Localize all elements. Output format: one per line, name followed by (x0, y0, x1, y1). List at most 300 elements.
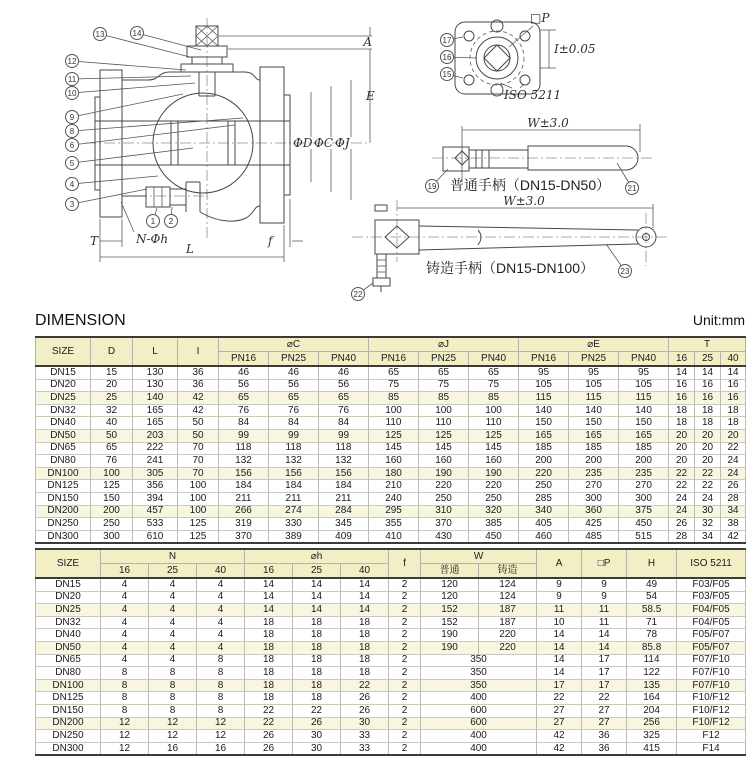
table-cell: 50 (178, 429, 219, 442)
table-cell: 46 (319, 366, 369, 379)
table-cell: 65 (91, 442, 133, 455)
table-cell: 4 (149, 578, 197, 591)
table-cell: 310 (419, 505, 469, 518)
column-sub-header: PN25 (569, 352, 619, 367)
table-cell: 17 (582, 679, 627, 692)
column-sub-header: PN25 (419, 352, 469, 367)
table-cell: 17 (537, 679, 582, 692)
dim-label-W-cast: W±3.0 (503, 194, 545, 208)
dim-label-phiJ: ΦJ (335, 136, 350, 150)
table-cell: 36 (582, 742, 627, 755)
table-cell: 610 (133, 530, 178, 543)
table-cell: 340 (519, 505, 569, 518)
table-cell: 75 (369, 379, 419, 392)
table-cell: 49 (627, 578, 677, 591)
table-cell: 85 (369, 392, 419, 405)
table-cell: 18 (341, 629, 389, 642)
dim-label-N-phi-h: N-Φh (136, 232, 169, 246)
table-cell: DN20 (36, 591, 101, 604)
table-cell: 18 (721, 404, 746, 417)
table-cell: 100 (469, 404, 519, 417)
dim-label-W-std: W±3.0 (527, 116, 569, 130)
table-cell: 22 (245, 704, 293, 717)
table-cell: 295 (369, 505, 419, 518)
right-flange (260, 67, 284, 223)
table-cell: 16 (149, 742, 197, 755)
table-cell: 270 (569, 480, 619, 493)
table-cell: 84 (269, 417, 319, 430)
table-cell: 140 (133, 392, 178, 405)
table-row (36, 629, 746, 642)
table-row (36, 704, 746, 717)
table-cell: 250 (419, 492, 469, 505)
table-cell: 250 (519, 480, 569, 493)
table-cell: 100 (369, 404, 419, 417)
column-group-header: f (389, 549, 421, 578)
table-cell: 200 (519, 455, 569, 468)
dim-label-phiC: ΦC (314, 136, 334, 150)
table-cell: 22 (245, 717, 293, 730)
table-cell: 350 (421, 679, 537, 692)
table-cell: 18 (245, 616, 293, 629)
table-cell: 10 (537, 616, 582, 629)
part-balloon-12 (66, 55, 187, 71)
table-cell: 164 (627, 692, 677, 705)
svg-text:21: 21 (627, 183, 637, 193)
svg-text:19: 19 (427, 181, 437, 191)
table-cell: 220 (519, 467, 569, 480)
table-cell: 100 (419, 404, 469, 417)
table-cell: 8 (101, 704, 149, 717)
table-cell: 156 (269, 467, 319, 480)
table-cell: 14 (341, 578, 389, 591)
table-cell: 430 (419, 530, 469, 543)
table-cell: 85.8 (627, 641, 677, 654)
part-balloon-15 (441, 68, 464, 81)
table-cell: 14 (582, 641, 627, 654)
table-cell: 76 (269, 404, 319, 417)
table-row (36, 492, 746, 505)
table-cell: 76 (91, 455, 133, 468)
table-cell: 200 (91, 505, 133, 518)
table-cell: 122 (627, 667, 677, 680)
table-cell: 12 (101, 717, 149, 730)
column-sub-header: 40 (197, 564, 245, 579)
table-cell: 18 (245, 692, 293, 705)
table-cell: 99 (319, 429, 369, 442)
handle-bolt (373, 254, 390, 292)
table-cell: 110 (469, 417, 519, 430)
table-cell: 220 (469, 480, 519, 493)
table-cell: DN100 (36, 467, 91, 480)
table-cell: 360 (569, 505, 619, 518)
iso5211-top-view (455, 11, 596, 102)
table-cell: 241 (133, 455, 178, 468)
table-cell: 204 (627, 704, 677, 717)
table-cell: 18 (293, 629, 341, 642)
part-balloon-10 (66, 83, 196, 100)
table-cell: DN40 (36, 629, 101, 642)
svg-text:6: 6 (69, 140, 75, 150)
table-cell: 125 (419, 429, 469, 442)
column-sub-header: 25 (293, 564, 341, 579)
table-cell: F07/F10 (677, 679, 746, 692)
table-cell: 394 (133, 492, 178, 505)
column-sub-header: 铸造 (479, 564, 537, 579)
table-cell: 330 (269, 518, 319, 531)
table-cell: 274 (269, 505, 319, 518)
table-cell: 28 (721, 492, 746, 505)
table-cell: 18 (245, 641, 293, 654)
column-sub-header: PN16 (519, 352, 569, 367)
table-cell: 325 (627, 730, 677, 743)
table-cell: 320 (469, 505, 519, 518)
table-cell: DN150 (36, 704, 101, 717)
column-group-header: L (133, 337, 178, 366)
table-cell: 220 (479, 629, 537, 642)
table-cell: 160 (419, 455, 469, 468)
table-cell: 24 (669, 505, 695, 518)
table-cell: 2 (389, 641, 421, 654)
table-row (36, 505, 746, 518)
table-cell: 120 (421, 591, 479, 604)
table-cell: 14 (537, 629, 582, 642)
table-cell: 25 (91, 392, 133, 405)
table-cell: 140 (519, 404, 569, 417)
svg-text:22: 22 (353, 289, 363, 299)
table-row (36, 604, 746, 617)
section-titlebar (35, 312, 745, 330)
table-row (36, 404, 746, 417)
table-cell: 24 (669, 492, 695, 505)
part-balloon-1 (147, 208, 160, 228)
svg-text:15: 15 (442, 69, 452, 79)
table-cell: 200 (569, 455, 619, 468)
table-cell: 16 (721, 392, 746, 405)
drain-plug (146, 187, 186, 207)
table-cell: 42 (537, 730, 582, 743)
table-row (36, 379, 746, 392)
part-balloon-16 (441, 51, 478, 64)
table-cell: 2 (389, 578, 421, 591)
table-cell: 152 (421, 604, 479, 617)
table-cell: 4 (101, 578, 149, 591)
table-cell: 20 (91, 379, 133, 392)
table-row (36, 530, 746, 543)
table-cell: 4 (149, 641, 197, 654)
table-cell: 56 (219, 379, 269, 392)
table-cell: 100 (178, 480, 219, 493)
dimension-title: DIMENSION (35, 312, 126, 329)
table-cell: 75 (469, 379, 519, 392)
table-cell: 140 (619, 404, 669, 417)
table-cell: 152 (421, 616, 479, 629)
table-cell: 4 (197, 616, 245, 629)
table-row (36, 455, 746, 468)
table-cell: 250 (91, 518, 133, 531)
table-cell: 8 (101, 667, 149, 680)
svg-text:9: 9 (69, 112, 75, 122)
table-row (36, 717, 746, 730)
table-cell: 200 (619, 455, 669, 468)
table-cell: 36 (178, 379, 219, 392)
table-row (36, 616, 746, 629)
table-cell: 95 (569, 366, 619, 379)
table-cell: 156 (219, 467, 269, 480)
table-cell: 150 (519, 417, 569, 430)
table-cell: 457 (133, 505, 178, 518)
svg-text:1: 1 (150, 216, 156, 226)
table-cell: 26 (245, 742, 293, 755)
table-cell: 115 (569, 392, 619, 405)
table-row (36, 641, 746, 654)
table-cell: 27 (537, 704, 582, 717)
table-cell: DN200 (36, 717, 101, 730)
table-cell: 4 (197, 604, 245, 617)
table-cell: DN25 (36, 392, 91, 405)
table-cell: 85 (419, 392, 469, 405)
table-cell: 99 (269, 429, 319, 442)
part-balloon-9 (66, 94, 184, 124)
valve-section-view (85, 18, 375, 262)
table-cell: 370 (419, 518, 469, 531)
table-cell: 300 (569, 492, 619, 505)
table-cell: 2 (389, 679, 421, 692)
table-cell: DN300 (36, 530, 91, 543)
svg-text:4: 4 (69, 179, 75, 189)
table-cell: 211 (319, 492, 369, 505)
table-cell: 130 (133, 379, 178, 392)
column-group-header: ⌀E (519, 337, 669, 352)
table-cell: 36 (178, 366, 219, 379)
table-cell: 14 (245, 578, 293, 591)
table-cell: 8 (101, 679, 149, 692)
table-cell: 8 (197, 679, 245, 692)
svg-text:2: 2 (168, 216, 174, 226)
table-cell: 14 (293, 578, 341, 591)
table-row (36, 442, 746, 455)
table-cell: 9 (582, 578, 627, 591)
cast-handle-caption: 铸造手柄（DN15-DN100） (425, 260, 595, 276)
table-cell: F05/F07 (677, 629, 746, 642)
table-cell: 40 (91, 417, 133, 430)
part-balloon-23 (606, 244, 632, 278)
table-cell: 2 (389, 692, 421, 705)
table-cell: 156 (319, 467, 369, 480)
table-cell: 4 (149, 604, 197, 617)
table-cell: 400 (421, 730, 537, 743)
table-cell: 18 (293, 667, 341, 680)
table-cell: 20 (669, 455, 695, 468)
table-cell: 12 (197, 730, 245, 743)
column-group-header: A (537, 549, 582, 578)
table-cell: 4 (101, 616, 149, 629)
table-cell: 190 (469, 467, 519, 480)
table-cell: 118 (269, 442, 319, 455)
table-cell: 12 (101, 742, 149, 755)
table-cell: 30 (293, 730, 341, 743)
table-cell: 71 (627, 616, 677, 629)
table-cell: 220 (479, 641, 537, 654)
column-sub-header: PN40 (319, 352, 369, 367)
table-cell: 370 (219, 530, 269, 543)
table-cell: DN300 (36, 742, 101, 755)
table-cell: 22 (721, 442, 746, 455)
table-cell: 22 (695, 480, 721, 493)
table-cell: 15 (91, 366, 133, 379)
table-cell: 16 (669, 379, 695, 392)
table-cell: 11 (582, 616, 627, 629)
table-cell: F07/F10 (677, 654, 746, 667)
table-cell: 9 (582, 591, 627, 604)
table-cell: 26 (293, 717, 341, 730)
table-cell: F10/F12 (677, 717, 746, 730)
table-cell: 95 (619, 366, 669, 379)
table-cell: 345 (319, 518, 369, 531)
table-cell: 24 (721, 467, 746, 480)
table-cell: 185 (569, 442, 619, 455)
table-cell: 300 (619, 492, 669, 505)
table-cell: 14 (341, 604, 389, 617)
table-cell: 30 (341, 717, 389, 730)
table-cell: 17 (582, 667, 627, 680)
dim-label-E: E (366, 89, 375, 103)
table-cell: 18 (669, 404, 695, 417)
table-cell: 4 (149, 591, 197, 604)
table-cell: 185 (619, 442, 669, 455)
part-balloon-3 (66, 189, 148, 211)
table-cell: 350 (421, 654, 537, 667)
table-cell: 18 (245, 667, 293, 680)
svg-text:11: 11 (67, 74, 77, 84)
column-group-header: W (421, 549, 537, 564)
table-cell: DN65 (36, 442, 91, 455)
table-cell: 42 (178, 404, 219, 417)
table-cell: 42 (721, 530, 746, 543)
table-cell: 4 (197, 641, 245, 654)
table-cell: 150 (619, 417, 669, 430)
column-group-header: N (101, 549, 245, 564)
part-balloon-11 (66, 73, 192, 86)
table-cell: 12 (149, 730, 197, 743)
table-cell: 2 (389, 654, 421, 667)
table-cell: 120 (421, 578, 479, 591)
table-cell: 4 (149, 616, 197, 629)
table-cell: 350 (421, 667, 537, 680)
table-cell: 18 (245, 654, 293, 667)
table-cell: DN125 (36, 692, 101, 705)
table-cell: 2 (389, 730, 421, 743)
table-cell: 32 (695, 518, 721, 531)
table-cell: 18 (245, 629, 293, 642)
table-cell: 140 (569, 404, 619, 417)
table-cell: 16 (695, 379, 721, 392)
table-cell: 36 (582, 730, 627, 743)
table-cell: DN125 (36, 480, 91, 493)
table-cell: 2 (389, 591, 421, 604)
table-cell: F04/F05 (677, 604, 746, 617)
table-cell: 56 (319, 379, 369, 392)
table-cell: 14 (537, 667, 582, 680)
table-cell: 76 (319, 404, 369, 417)
table-cell: 2 (389, 717, 421, 730)
table-cell: 125 (469, 429, 519, 442)
table-cell: 16 (197, 742, 245, 755)
part-balloon-5 (66, 148, 194, 170)
table-cell: 150 (569, 417, 619, 430)
table-cell: 450 (469, 530, 519, 543)
column-group-header: ⌀h (245, 549, 389, 564)
table-cell: 14 (582, 629, 627, 642)
table-cell: 132 (269, 455, 319, 468)
table-cell: 4 (197, 629, 245, 642)
table-cell: 75 (419, 379, 469, 392)
table-cell: 160 (369, 455, 419, 468)
table-cell: 9 (537, 578, 582, 591)
table-cell: 410 (369, 530, 419, 543)
table-cell: 84 (219, 417, 269, 430)
dim-label-f: f (268, 234, 273, 248)
table-cell: 18 (293, 616, 341, 629)
table-row (36, 679, 746, 692)
table-cell: 4 (197, 578, 245, 591)
table-cell: 70 (178, 442, 219, 455)
table-cell: 99 (219, 429, 269, 442)
table-cell: 160 (469, 455, 519, 468)
table-cell: 240 (369, 492, 419, 505)
table-cell: 185 (519, 442, 569, 455)
table-cell: 8 (149, 679, 197, 692)
table-cell: 27 (537, 717, 582, 730)
table-cell: DN250 (36, 518, 91, 531)
table-cell: 65 (219, 392, 269, 405)
table-cell: 165 (619, 429, 669, 442)
table-cell: 184 (269, 480, 319, 493)
table-cell: F07/F10 (677, 667, 746, 680)
table-cell: 84 (319, 417, 369, 430)
part-balloon-4 (66, 176, 159, 191)
table-cell: 38 (721, 518, 746, 531)
table-cell: 46 (219, 366, 269, 379)
column-sub-header: 40 (341, 564, 389, 579)
table-cell: 65 (319, 392, 369, 405)
dim-label-phiD: ΦD (293, 136, 313, 150)
table-cell: 115 (619, 392, 669, 405)
unit-label: Unit:mm (692, 312, 745, 328)
technical-drawing (0, 0, 750, 310)
table-cell: DN32 (36, 404, 91, 417)
table-cell: 266 (219, 505, 269, 518)
table-cell: 18 (245, 679, 293, 692)
table-row (36, 667, 746, 680)
table-cell: 11 (537, 604, 582, 617)
table-cell: 20 (695, 429, 721, 442)
table-cell: 125 (178, 518, 219, 531)
table-cell: 2 (389, 667, 421, 680)
table-cell: 24 (695, 492, 721, 505)
table-cell: 284 (319, 505, 369, 518)
table-cell: 33 (341, 730, 389, 743)
table-cell: 18 (669, 417, 695, 430)
table-cell: DN65 (36, 654, 101, 667)
table-cell: 485 (569, 530, 619, 543)
column-group-header: ⌀J (369, 337, 519, 352)
table-cell: DN250 (36, 730, 101, 743)
table-cell: 8 (197, 692, 245, 705)
table-cell: 222 (133, 442, 178, 455)
table-cell: 65 (469, 366, 519, 379)
table-cell: 18 (341, 616, 389, 629)
